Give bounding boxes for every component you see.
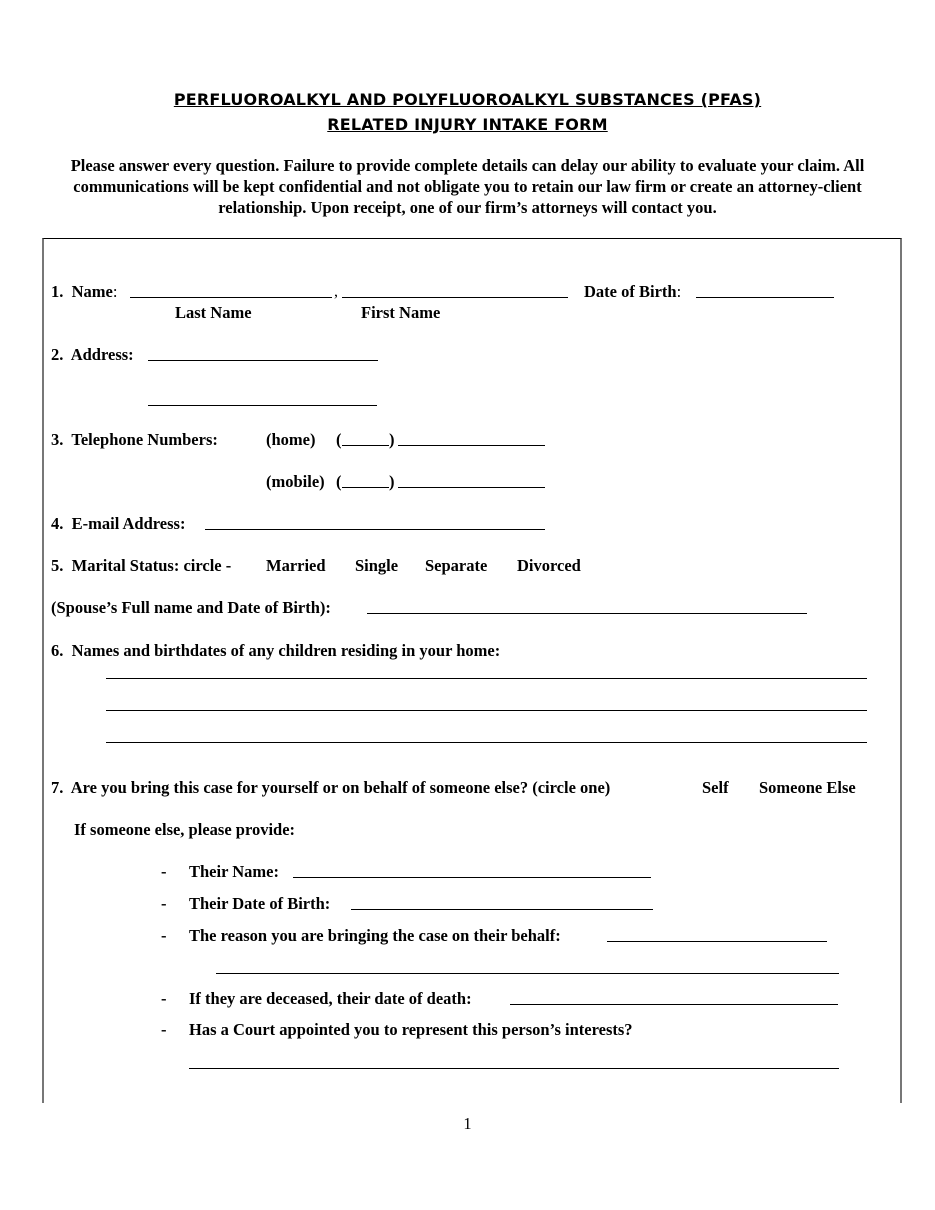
mobile-phone-label: (mobile) — [266, 472, 325, 491]
q5-row — [51, 556, 231, 576]
dob-label — [584, 282, 681, 302]
reason-field-line-2[interactable] — [216, 973, 839, 974]
email-field[interactable] — [205, 529, 545, 530]
date-of-birth-field[interactable] — [696, 297, 834, 298]
bullet-dash: - — [161, 989, 167, 1008]
q3-row — [51, 430, 218, 450]
q3-number: 3. — [51, 430, 64, 449]
q5-number: 5. — [51, 556, 64, 575]
marital-option-married[interactable]: Married — [266, 556, 326, 575]
spouse-field[interactable] — [367, 613, 807, 614]
q1-row — [51, 282, 117, 302]
mobile-area-open-paren: ( — [336, 472, 342, 491]
spouse-label: (Spouse’s Full name and Date of Birth): — [51, 598, 331, 617]
bullet-dash: - — [161, 1020, 167, 1039]
home-phone-label: (home) — [266, 430, 316, 449]
q2-label: Address: — [70, 345, 134, 364]
q1-colon: : — [112, 282, 118, 301]
q4-label: E-mail Address: — [71, 514, 186, 533]
home-area-open-paren: ( — [336, 430, 342, 449]
form-title-line-2: RELATED INJURY INTAKE FORM — [327, 115, 608, 134]
court-appointed-label: Has a Court appointed you to represent this person’s interests? — [189, 1020, 633, 1039]
mobile-area-code-field[interactable] — [342, 487, 389, 488]
bullet-dash: - — [161, 894, 167, 913]
q6-label: Names and birthdates of any children residing in your home: — [71, 641, 501, 660]
children-line-3-field[interactable] — [106, 742, 867, 743]
date-of-death-label: If they are deceased, their date of death: — [189, 989, 472, 1008]
reason-field-line-1[interactable] — [607, 941, 827, 942]
q1-label: Name — [71, 282, 113, 301]
children-line-1-field[interactable] — [106, 678, 867, 679]
q2-number: 2. — [51, 345, 64, 364]
q4-row — [51, 514, 185, 534]
form-title-line-1: PERFLUOROALKYL AND POLYFLUOROALKYL SUBSTANCES (PFAS) — [173, 90, 762, 109]
q5-label: Marital Status: circle - — [71, 556, 232, 575]
address-line-1-field[interactable] — [148, 360, 378, 361]
their-name-label: Their Name: — [189, 862, 279, 881]
address-line-2-field[interactable] — [148, 405, 377, 406]
q7-followup: If someone else, please provide: — [74, 820, 296, 839]
their-name-field[interactable] — [293, 877, 651, 878]
marital-option-single[interactable]: Single — [355, 556, 399, 575]
home-area-code-field[interactable] — [342, 445, 389, 446]
first-name-field[interactable] — [342, 297, 568, 298]
last-name-field[interactable] — [130, 297, 332, 298]
their-dob-field[interactable] — [351, 909, 653, 910]
bullet-dash: - — [161, 926, 167, 945]
first-name-caption: First Name — [361, 303, 441, 322]
case-option-self[interactable]: Self — [702, 778, 729, 797]
name-comma: , — [334, 283, 338, 300]
intro-paragraph: Please answer every question. Failure to provide complete details can delay our ability to evaluate your claim. All communications will be kept confidential and not obligate you to retain our law firm or create an attorney-client relationship. Upon receipt, one of our firm’s attorneys will contact you. — [70, 156, 865, 217]
marital-option-divorced[interactable]: Divorced — [517, 556, 581, 575]
case-option-someone-else[interactable]: Someone Else — [759, 778, 856, 797]
dob-label-text: Date of Birth — [584, 282, 677, 301]
q4-number: 4. — [51, 514, 64, 533]
q3-label: Telephone Numbers: — [71, 430, 218, 449]
q6-row — [51, 641, 500, 661]
court-appointed-field[interactable] — [189, 1068, 839, 1069]
home-phone-field[interactable] — [398, 445, 545, 446]
q1-number: 1. — [51, 282, 64, 301]
reason-label: The reason you are bringing the case on their behalf: — [189, 926, 561, 945]
q7-row — [51, 778, 610, 798]
marital-option-separate[interactable]: Separate — [425, 556, 488, 575]
q2-row — [51, 345, 134, 365]
q7-number: 7. — [51, 778, 64, 797]
last-name-caption: Last Name — [175, 303, 252, 322]
dob-colon: : — [676, 282, 682, 301]
q7-label: Are you bring this case for yourself or on behalf of someone else? (circle one) — [70, 778, 611, 797]
their-dob-label: Their Date of Birth: — [189, 894, 331, 913]
bullet-dash: - — [161, 862, 167, 881]
mobile-phone-field[interactable] — [398, 487, 545, 488]
q6-number: 6. — [51, 641, 64, 660]
children-line-2-field[interactable] — [106, 710, 867, 711]
home-area-close-paren: ) — [389, 430, 395, 449]
date-of-death-field[interactable] — [510, 1004, 838, 1005]
page-number: 1 — [463, 1114, 472, 1133]
mobile-area-close-paren: ) — [389, 472, 395, 491]
